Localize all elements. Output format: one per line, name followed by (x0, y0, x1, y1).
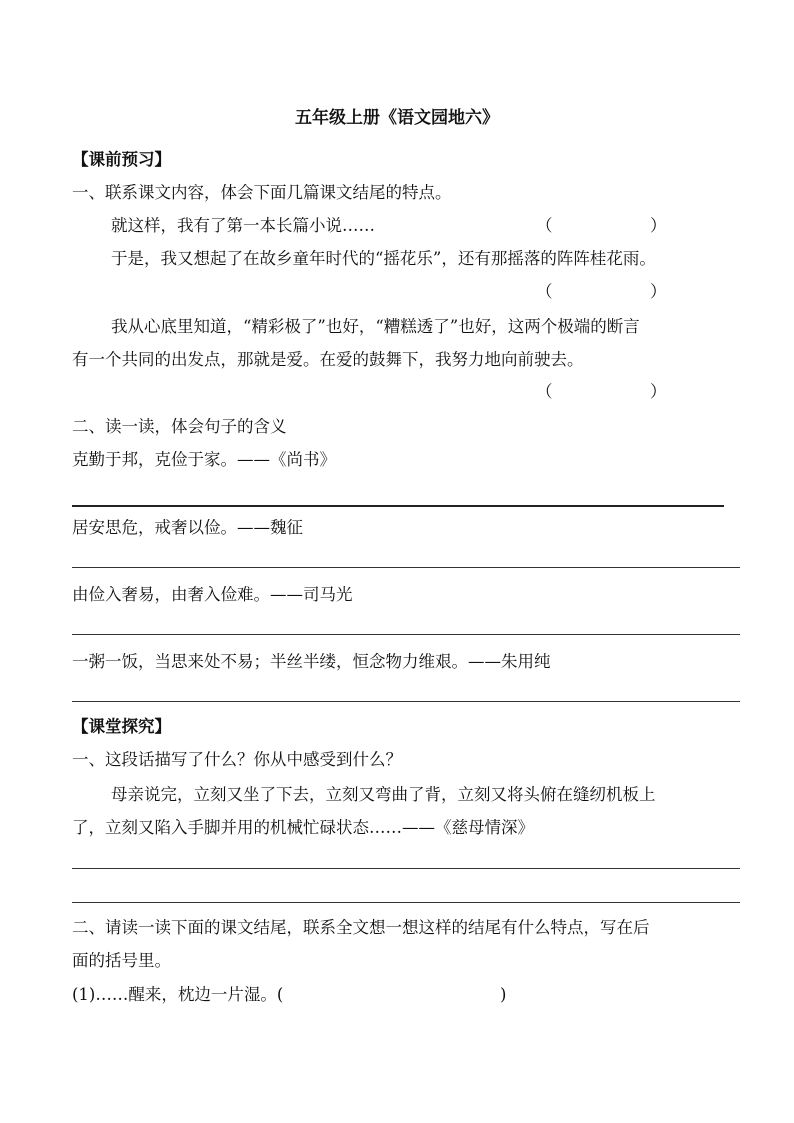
answer-line[interactable] (72, 567, 740, 568)
answer-line[interactable] (72, 701, 740, 702)
question-prompt: 一、这段话描写了什么？你从中感受到什么？ (72, 750, 402, 769)
question-prompt: 二、读一读，体会句子的含义 (72, 417, 287, 436)
answer-paren-open: （ (536, 216, 553, 235)
question-prompt: 一、联系课文内容，体会下面几篇课文结尾的特点。 (72, 183, 452, 202)
answer-paren-open: （ (536, 382, 553, 401)
ending-item-2: 于是，我又想起了在故乡童年时代的“摇花乐”，还有那摇落的阵阵桂花雨。 (111, 249, 656, 268)
answer-line[interactable] (72, 505, 724, 507)
quote-2: 居安思危，戒奢以俭。——魏征 (72, 518, 303, 537)
ending-item-1: (1)……醒来，枕边一片湿。( (72, 985, 284, 1004)
answer-line[interactable] (72, 868, 740, 869)
quote-3: 由俭入奢易，由奢入俭难。——司马光 (72, 585, 353, 604)
question-prompt-line2: 面的括号里。 (72, 951, 171, 970)
quote-4: 一粥一饭，当思来处不易；半丝半缕，恒念物力维艰。——朱用纯 (72, 652, 551, 671)
answer-paren-close: ) (500, 985, 507, 1004)
ending-item-3-line2: 有一个共同的出发点，那就是爱。在爱的鼓舞下，我努力地向前驶去。 (72, 350, 584, 369)
section-heading-explore: 【课堂探究】 (72, 717, 171, 736)
answer-paren-close: ） (650, 382, 667, 401)
ending-item-1: 就这样，我有了第一本长篇小说…… (111, 216, 375, 235)
question-prompt-line1: 二、请读一读下面的课文结尾，联系全文想一想这样的结尾有什么特点，写在后 (72, 918, 650, 937)
passage-line-2: 了，立刻又陷入手脚并用的机械忙碌状态……——《慈母情深》 (72, 818, 534, 837)
answer-line[interactable] (72, 902, 740, 903)
answer-line[interactable] (72, 634, 740, 635)
answer-paren-close: ） (650, 216, 667, 235)
page-title: 五年级上册《语文园地六》 (295, 108, 499, 128)
ending-item-3-line1: 我从心底里知道，“精彩极了”也好，“糟糕透了”也好，这两个极端的断言 (111, 317, 640, 336)
section-heading-preview: 【课前预习】 (72, 150, 171, 169)
passage-line-1: 母亲说完，立刻又坐了下去，立刻又弯曲了背，立刻又将头俯在缝纫机板上 (111, 785, 656, 804)
quote-1: 克勤于邦，克俭于家。——《尚书》 (72, 450, 336, 469)
answer-paren-open: （ (536, 282, 553, 301)
answer-paren-close: ） (650, 282, 667, 301)
